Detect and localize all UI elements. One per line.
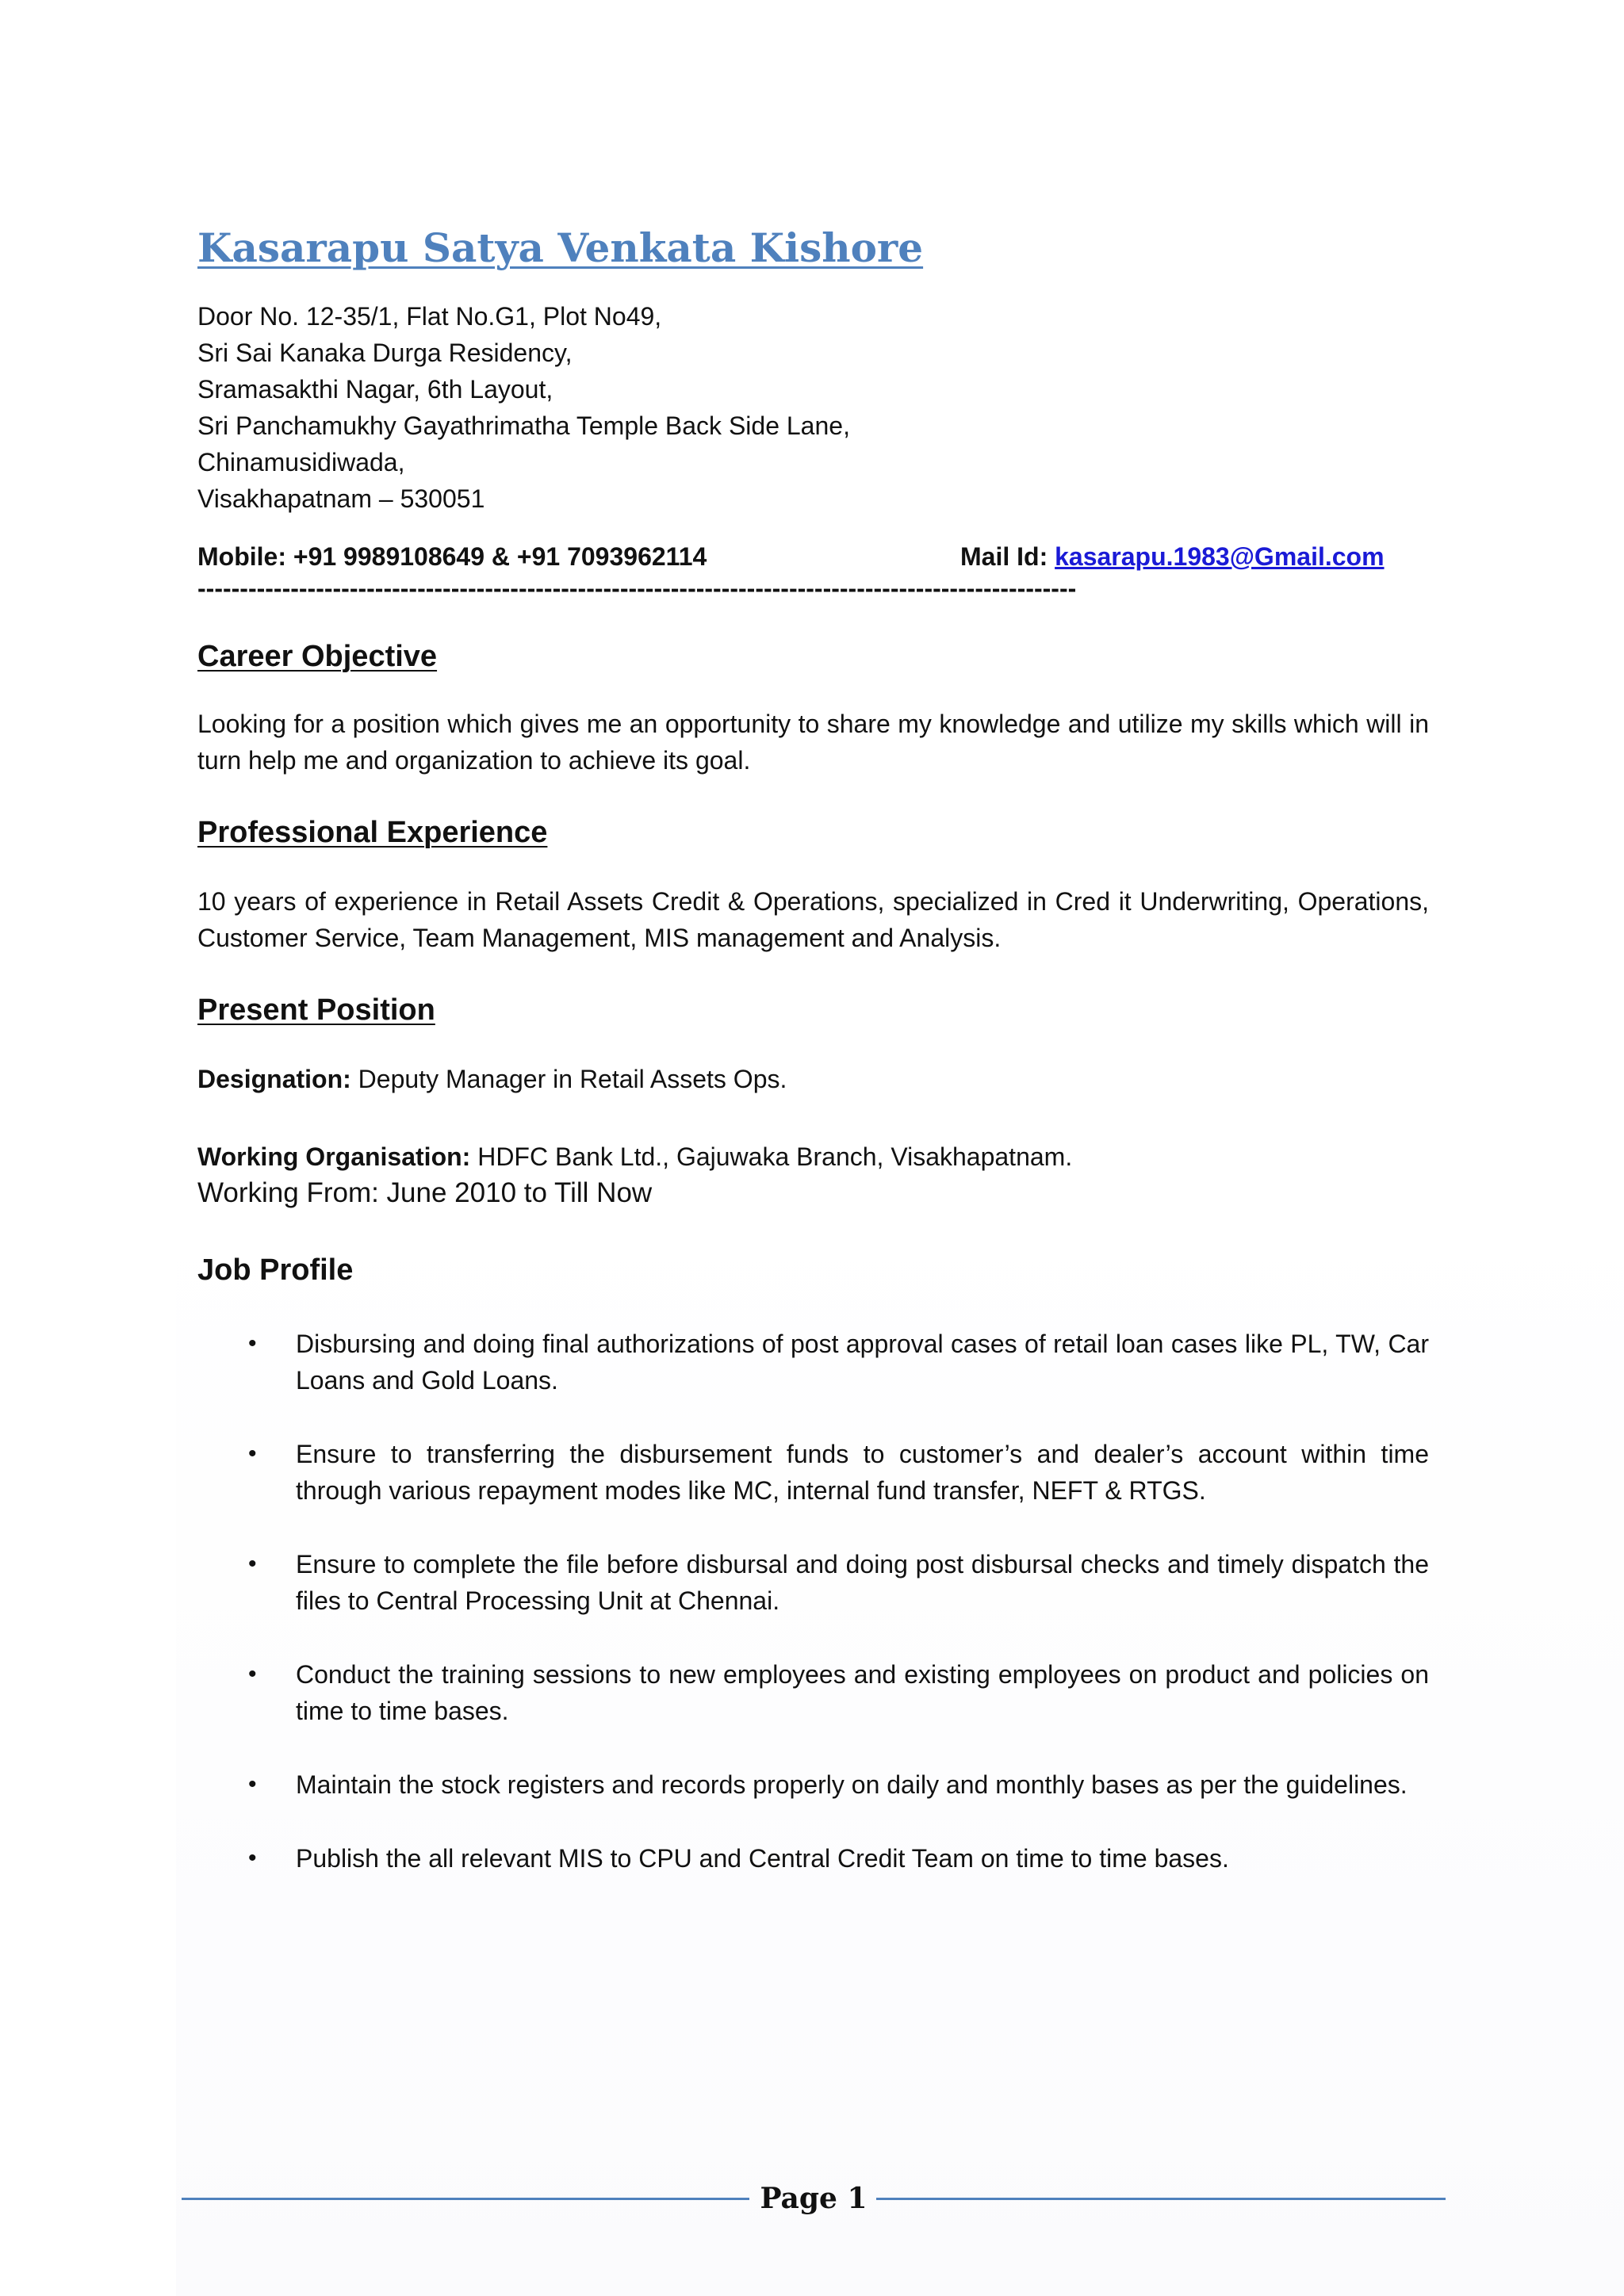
job-profile-heading: Job Profile <box>197 1253 354 1287</box>
career-objective-heading: Career Objective <box>197 640 438 673</box>
organisation-label: Working Organisation: <box>197 1142 471 1171</box>
career-objective-text: Looking for a position which gives me an opportunity to share my knowledge and utilize my skills which will in turn help me and organization to achieve its goal. <box>197 710 1429 775</box>
professional-experience-heading: Professional Experience <box>197 816 548 849</box>
list-item <box>197 1766 1429 1803</box>
contact-row <box>197 539 1429 574</box>
job-profile-list <box>197 1326 1429 1877</box>
bullet-icon: • <box>248 1551 257 1577</box>
address-line: Chinamusidiwada, <box>197 448 405 476</box>
list-item-text: Ensure to complete the file before disbursal and doing post disbursal checks and timely dispatch the files to Central Processing Unit at Chennai. <box>296 1550 1429 1615</box>
address-line: Door No. 12-35/1, Flat No.G1, Plot No49, <box>197 302 662 331</box>
candidate-name: Kasarapu Satya Venkata Kishore <box>197 224 924 271</box>
list-item <box>197 1656 1429 1729</box>
present-position-heading: Present Position <box>197 993 435 1027</box>
address-line: Sri Panchamukhy Gayathrimatha Temple Back Side Lane, <box>197 411 850 440</box>
bullet-icon: • <box>248 1330 257 1357</box>
resume-content <box>197 214 1429 1914</box>
mail-id <box>960 539 1385 574</box>
list-item-text: Ensure to transferring the disbursement funds to customer’s and dealer’s account within time through various repayment modes like MC, internal fund transfer, NEFT & RTGS. <box>296 1440 1429 1505</box>
bullet-icon: • <box>248 1845 257 1871</box>
list-item-text: Maintain the stock registers and records properly on daily and monthly bases as per the guidelines. <box>296 1770 1408 1799</box>
list-item-text: Conduct the training sessions to new employees and existing employees on product and policies on time to time bases. <box>296 1660 1429 1725</box>
mobile-numbers: Mobile: +91 9989108649 & +91 7093962114 <box>197 542 707 571</box>
address-line: Sri Sai Kanaka Durga Residency, <box>197 339 573 367</box>
address-line: Visakhapatnam – 530051 <box>197 484 485 513</box>
list-item <box>197 1326 1429 1399</box>
designation-value: Deputy Manager in Retail Assets Ops. <box>350 1065 787 1093</box>
working-from: Working From: June 2010 to Till Now <box>197 1177 653 1208</box>
address-line: Sramasakthi Nagar, 6th Layout, <box>197 375 553 404</box>
organisation-row <box>197 1138 1429 1175</box>
bullet-icon: • <box>248 1771 257 1797</box>
page-footer <box>182 2179 1446 2218</box>
list-item <box>197 1546 1429 1619</box>
bullet-icon: • <box>248 1661 257 1687</box>
page-number: Page 1 <box>760 2182 868 2215</box>
designation-row <box>197 1061 1429 1097</box>
organisation-value: HDFC Bank Ltd., Gajuwaka Branch, Visakhapatnam. <box>470 1142 1073 1171</box>
mail-label: Mail Id: <box>960 542 1048 571</box>
list-item-text: Disbursing and doing final authorizations of post approval cases of retail loan cases like PL, TW, Car Loans and Gold Loans. <box>296 1330 1429 1395</box>
email-link[interactable]: kasarapu.1983@Gmail.com <box>1055 542 1385 571</box>
list-item <box>197 1840 1429 1877</box>
designation-label: Designation: <box>197 1065 351 1093</box>
address-block <box>197 298 1429 517</box>
list-item <box>197 1436 1429 1509</box>
dashed-separator: -------------------------------------------------------------------------------------------------------- <box>197 574 1077 603</box>
list-item-text: Publish the all relevant MIS to CPU and Central Credit Team on time to time bases. <box>296 1844 1229 1873</box>
bullet-icon: • <box>248 1441 257 1467</box>
professional-experience-text: 10 years of experience in Retail Assets Credit & Operations, specialized in Cred it Underwriting, Operations, Customer Service, Team Management, MIS management and Analysis. <box>197 887 1429 952</box>
